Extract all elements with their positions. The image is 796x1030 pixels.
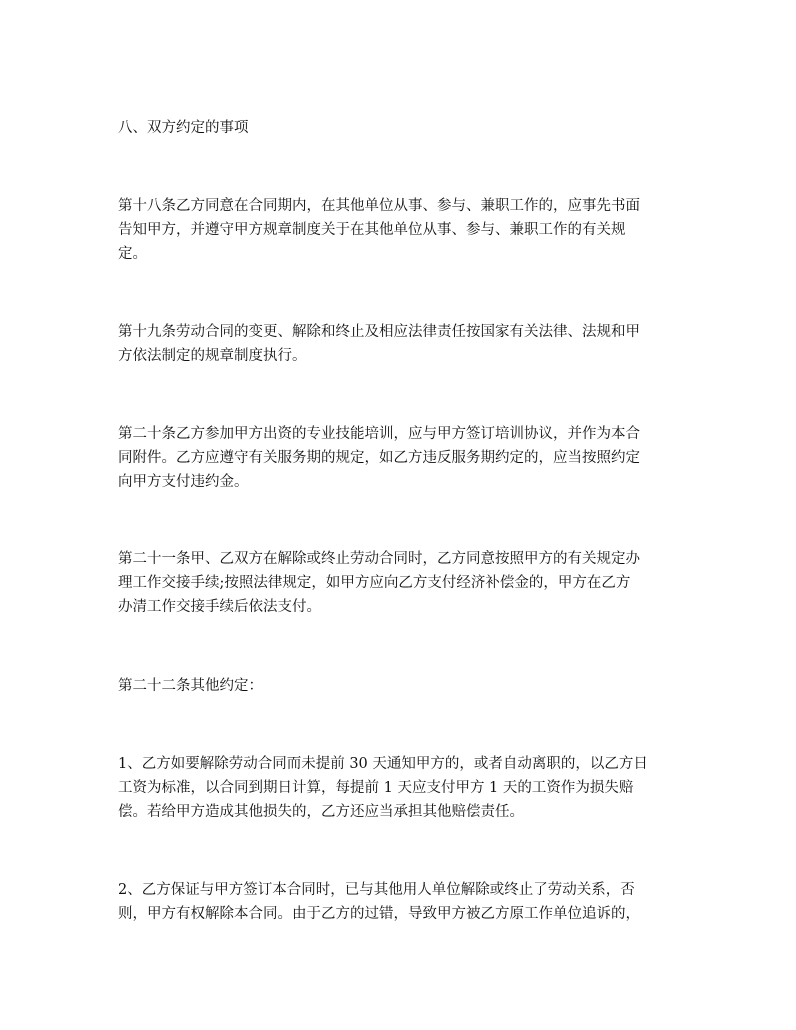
article-20-line-1: 第二十条乙方参加甲方出资的专业技能培训，应与甲方签订培训协议，并作为本合 xyxy=(118,426,640,442)
article-22-title: 第二十二条其他约定： xyxy=(118,678,263,694)
article-21-line-2: 理工作交接手续;按照法律规定，如甲方应向乙方支付经济补偿金的，甲方在乙方 xyxy=(118,575,631,591)
article-19-line-2: 方依法制定的规章制度执行。 xyxy=(118,348,307,364)
article-19-line-1: 第十九条劳动合同的变更、解除和终止及相应法律责任按国家有关法律、法规和甲 xyxy=(118,324,640,340)
article-21-line-3: 办清工作交接手续后依法支付。 xyxy=(118,599,321,615)
item-2-line-1: 2、乙方保证与甲方签订本合同时，已与其他用人单位解除或终止了劳动关系，否 xyxy=(118,882,635,898)
item-2-line-2: 则，甲方有权解除本合同。由于乙方的过错，导致甲方被乙方原工作单位追诉的， xyxy=(118,906,640,922)
article-18-line-2: 告知甲方，并遵守甲方规章制度关于在其他单位从事、参与、兼职工作的有关规 xyxy=(118,222,626,238)
item-1-line-1: 1、乙方如要解除劳动合同而未提前 30 天通知甲方的，或者自动离职的，以乙方日 xyxy=(118,756,648,772)
article-18-line-1: 第十八条乙方同意在合同期内，在其他单位从事、参与、兼职工作的，应事先书面 xyxy=(118,198,640,214)
item-1-line-3: 偿。若给甲方造成其他损失的，乙方还应当承担其他赔偿责任。 xyxy=(118,804,524,820)
item-1-line-2: 工资为标准，以合同到期日计算，每提前 1 天应支付甲方 1 天的工资作为损失赔 xyxy=(118,780,634,796)
article-20-line-3: 向甲方支付违约金。 xyxy=(118,474,249,490)
article-20-line-2: 同附件。乙方应遵守有关服务期的规定，如乙方违反服务期约定的，应当按照约定 xyxy=(118,450,640,466)
section-heading: 八、双方约定的事项 xyxy=(118,120,249,136)
article-18-line-3: 定。 xyxy=(118,246,147,262)
article-21-line-1: 第二十一条甲、乙双方在解除或终止劳动合同时，乙方同意按照甲方的有关规定办 xyxy=(118,551,640,567)
